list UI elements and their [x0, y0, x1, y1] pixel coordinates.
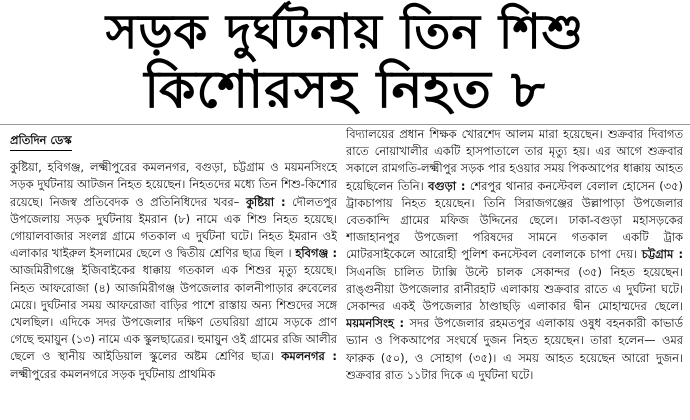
text-run: লক্ষ্মীপুরের কমলনগরে সড়ক দুর্ঘটনায় প্রাথমিক [10, 366, 216, 381]
text-run: কুষ্টিয়া, হবিগঞ্জ, লক্ষ্মীপুরের কমলনগর, বগুড়া, চট্টগ্রাম ও ময়মনসিংহে সড়ক দুর্ঘটনায় আটজন নিহত হয়েছেন। নিহতদের মধ্যে তিন শিশু-কিশোর রয়েছে। নিজস্ব প্রতিবেদক ও প্রতিনিধিদের খবর– [10, 160, 337, 209]
headline-line-1: সড়ক দুর্ঘটনায় তিন শিশু [105, 4, 585, 60]
dateline-kamalnagar: কমলনগর : [281, 349, 337, 364]
article-column-right [346, 126, 683, 420]
dateline-bogura: বগুড়া : [428, 178, 466, 193]
dateline-habiganj: হবিগঞ্জ : [295, 246, 337, 261]
dateline-chattogram: চট্টগ্রাম : [641, 247, 683, 262]
headline [0, 4, 690, 120]
article-paragraph [346, 126, 683, 384]
byline: প্রতিদিন ডেস্ক [10, 132, 72, 151]
headline-line-2: কিশোরসহ নিহত ৮ [144, 60, 546, 120]
headline-divider [0, 124, 690, 125]
text-run: দৌলতপুর উপজেলায় সড়ক দুর্ঘটনায় ইমরান (৮) নামে এক শিশু নিহত হয়েছে। গোয়ালবাজার সংলগ্ন গ্রামে গতকাল এ দুর্ঘটনা ঘটে। নিহত ইমরান ওই এলাকার খাইরুল ইসলামের ছেলে ও দ্বিতীয় শ্রেণির ছাত্র ছিল । [10, 194, 337, 261]
dateline-mymensingh: ময়মনসিংহ : [346, 316, 405, 331]
text-run: সিএনজি চালিত ট্যাক্সি উল্টে চালক সেকান্দর (৩৫) নিহত হয়েছেন। রাঙ্গুনীয়া উপজেলার রানীরহাট এলাকায় শুক্রবার রাতে এ দুর্ঘটনা ঘটে। সেকান্দর একই উপজেলার ঠাণ্ডাছড়ি এলাকার দ্বীন মোহাম্মদের ছেলে। [346, 264, 683, 314]
article-column-left [10, 132, 337, 420]
text-run: বিদ্যালয়ের প্রধান শিক্ষক খোরশেদ আলম মারা হয়েছেন। শুক্রবার দিবাগত রাতে নোয়াখালীর একটি হাসপাতালে তার মৃত্যু হয়। এর আগে শুক্রবার সকালে রামগতি-লক্ষ্মীপুর সড়ক পার হওয়ার সময় পিকআপের ধাক্কায় আহত হয়েছিলেন তিনি। [346, 127, 683, 193]
text-run: শেরপুর থানার কনস্টেবল বেলাল হোসেন (৩৫) ট্রাকচাপায় নিহত হয়েছেন। তিনি সিরাজগঞ্জের উল্লাপাড়া উপজেলার বেতকান্দি গ্রামের মফিজ উদ্দিনের ছেলে। ঢাকা-বগুড়া মহাসড়কের শাজাহানপুর উপজেলা পরিষদের সামনে গতকাল একটি ট্রাক মোটরসাইকেলে আরোহী পুলিশ কনস্টেবল বেলালকে চাপা দেয়। [346, 178, 683, 262]
text-run: আজমিরীগঞ্জে ইজিবাইকের ধাক্কায় গতকাল এক শিশুর মৃত্যু হয়েছে। নিহত আফরোজা (৪) আজমিরীগঞ্জ উপজেলার কালনীপাড়ার রুবেলের মেয়ে। দুর্ঘটনার সময় আফরোজা বাড়ির পাশে রাস্তায় অন্য শিশুদের সঙ্গে খেলছিল। এদিকে সদর উপজেলার দক্ষিণ তেঘরিয়া গ্রামে সড়কে প্রাণ গেছে হুমায়ুন (১৩) নামে এক স্কুলছাত্রের। হুমায়ুন ওই গ্রামের রজি আলীর ছেলে ও স্থানীয় আইডিয়াল স্কুলের অষ্টম শ্রেণির ছাত্র। [10, 263, 337, 364]
dateline-kushtia: কুষ্টিয়া : [245, 194, 286, 209]
article-paragraph [10, 159, 337, 383]
text-run: সদর উপজেলার রহমতপুর এলাকায় ওষুধ বহনকারী কাভার্ড ভ্যান ও পিকআপের সংঘর্ষে দুজন নিহত হয়েছেন। তারা হলেন— ওমর ফারুক (৫০), ও সোহাগ (৩৫)। এ সময় আহত হয়েছেন আরো দুজন। শুক্রবার রাত ১১টার দিকে এ দুর্ঘটনা ঘটে। [346, 316, 683, 382]
